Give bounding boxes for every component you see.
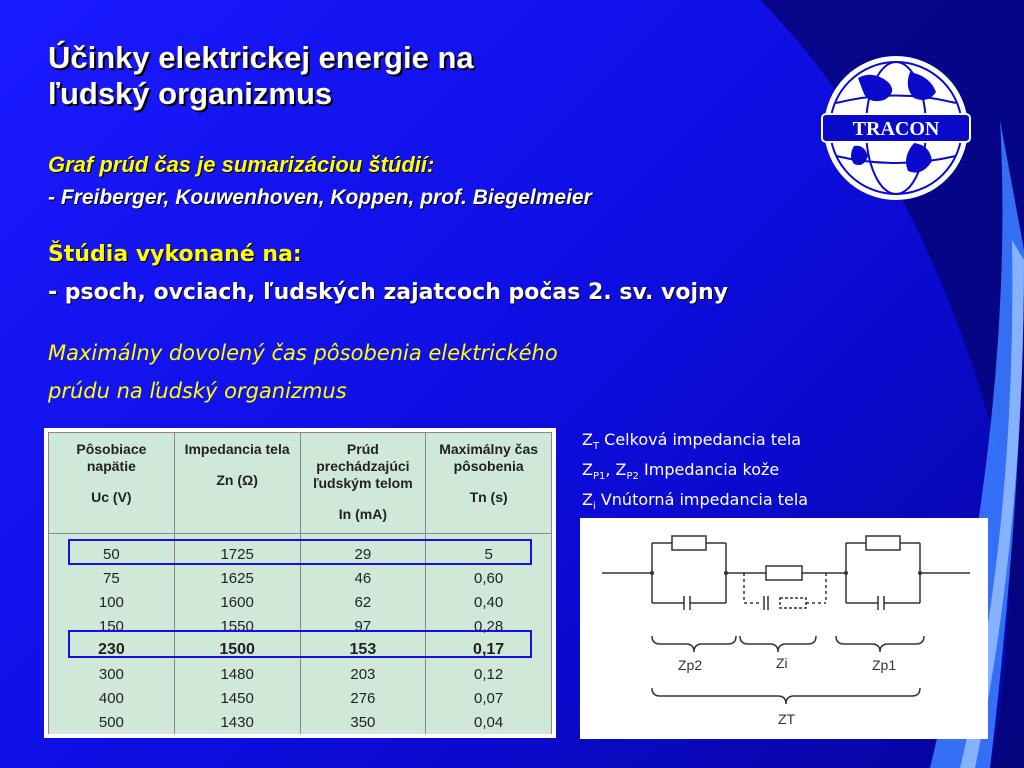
cell: 1600 bbox=[174, 591, 300, 615]
legend-zp: $Z_{P1}$, $Z_{P2}$ Impedancia kože bbox=[582, 460, 780, 483]
summary-heading: Graf prúd čas je sumarizáciou štúdií: bbox=[48, 152, 435, 177]
table-row bbox=[49, 567, 552, 591]
studies-heading: Štúdia vykonané na: bbox=[48, 242, 302, 267]
title-line-2: ľudský organizmus bbox=[48, 76, 333, 111]
cell: 62 bbox=[300, 591, 426, 615]
header-current: Prúd prechádzajúci ľudským telom In (mA) bbox=[300, 433, 426, 534]
summary-authors: - Freiberger, Kouwenhoven, Koppen, prof. Biegelmeier bbox=[48, 186, 592, 209]
voltage-table-panel bbox=[44, 428, 556, 738]
cell: 400 bbox=[49, 686, 175, 710]
cell: 1450 bbox=[174, 686, 300, 710]
tracon-logo bbox=[818, 48, 974, 218]
cell: 0,28 bbox=[426, 615, 552, 639]
cell: 276 bbox=[300, 686, 426, 710]
cell: 1480 bbox=[174, 662, 300, 686]
resistor-zp2 bbox=[672, 536, 706, 550]
highlight-box-230v bbox=[68, 630, 532, 658]
legend-zt: $Z_T$ Celková impedancia tela bbox=[582, 430, 802, 453]
legend-zi: $Z_i$ Vnútorná impedancia tela bbox=[582, 490, 809, 513]
circuit-label-zp2: Zp2 bbox=[678, 657, 703, 673]
cell: 100 bbox=[49, 591, 175, 615]
resistor-zi bbox=[766, 566, 802, 580]
title-line-1: Účinky elektrickej energie na bbox=[48, 40, 474, 75]
circuit-label-zt: ZT bbox=[778, 711, 796, 727]
cell: 300 bbox=[49, 662, 175, 686]
max-time-line-2: prúdu na ľudský organizmus bbox=[48, 379, 347, 403]
resistor-zp1 bbox=[866, 536, 900, 550]
cell: 1550 bbox=[174, 615, 300, 639]
cell: 0,40 bbox=[426, 591, 552, 615]
table-row bbox=[49, 686, 552, 710]
table-row bbox=[49, 662, 552, 686]
cell: 230 bbox=[49, 639, 175, 663]
page-title bbox=[48, 40, 474, 112]
table-row bbox=[49, 591, 552, 615]
cell: 150 bbox=[49, 615, 175, 639]
cell: 5 bbox=[426, 534, 552, 568]
header-impedance: Impedancia tela Zn (Ω) bbox=[174, 433, 300, 534]
studies-body: - psoch, ovciach, ľudských zajatcoch počas 2. sv. vojny bbox=[48, 280, 729, 305]
logo-text: TRACON bbox=[852, 118, 940, 140]
max-time-line-1: Maximálny dovolený čas pôsobenia elektrického bbox=[48, 341, 558, 365]
impedance-circuit-diagram bbox=[580, 518, 988, 739]
circuit-label-zp1: Zp1 bbox=[872, 657, 897, 673]
cell: 29 bbox=[300, 534, 426, 568]
cell: 153 bbox=[300, 639, 426, 663]
cell: 350 bbox=[300, 710, 426, 734]
cell: 203 bbox=[300, 662, 426, 686]
table-header-row bbox=[49, 433, 552, 534]
cell: 0,04 bbox=[426, 710, 552, 734]
header-max-time: Maximálny čas pôsobenia Tn (s) bbox=[426, 433, 552, 534]
highlight-box-50v bbox=[68, 539, 532, 565]
cell: 0,60 bbox=[426, 567, 552, 591]
max-time-caption bbox=[48, 334, 558, 410]
header-voltage: Pôsobiace napätie Uc (V) bbox=[49, 433, 175, 534]
cell: 500 bbox=[49, 710, 175, 734]
table-row bbox=[49, 710, 552, 734]
cell: 50 bbox=[49, 534, 175, 568]
cell: 0,07 bbox=[426, 686, 552, 710]
cell: 1500 bbox=[174, 639, 300, 663]
cell: 0,17 bbox=[426, 639, 552, 663]
cell: 97 bbox=[300, 615, 426, 639]
circuit-label-zi: Zi bbox=[776, 655, 788, 671]
cell: 1625 bbox=[174, 567, 300, 591]
voltage-table bbox=[48, 432, 552, 734]
cell: 1725 bbox=[174, 534, 300, 568]
impedance-legend bbox=[582, 428, 808, 519]
cell: 75 bbox=[49, 567, 175, 591]
cell: 1430 bbox=[174, 710, 300, 734]
cell: 0,12 bbox=[426, 662, 552, 686]
cell: 46 bbox=[300, 567, 426, 591]
